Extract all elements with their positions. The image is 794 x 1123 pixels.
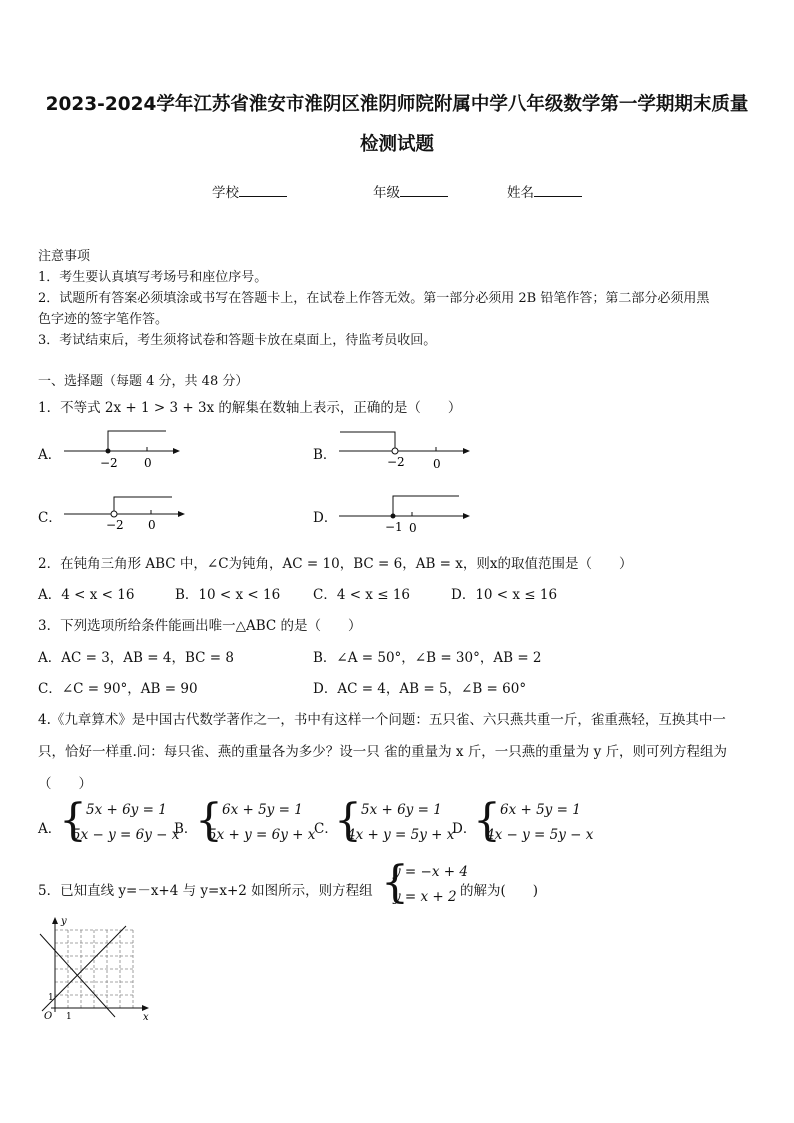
q2-option-d: D．10 < x ≤ 16 — [451, 587, 558, 603]
question-4-line-1: 4.《九章算术》是中国古代数学著作之一，书中有这样一个问题：五只雀、六只燕共重一斤，雀重燕轻，互换其中一 — [38, 712, 726, 728]
q1-option-b-number-line — [335, 425, 475, 473]
question-4-line-2: 只，恰好一样重.问：每只雀、燕的重量各为多少？设一只 雀的重量为 x 斤，一只燕的重量为 y 斤，则可列方程组为 — [38, 744, 727, 760]
q1-option-a-number-line — [60, 425, 185, 473]
q4-option-b-label: B． — [174, 821, 198, 837]
q1-option-c-label: C． — [38, 510, 62, 526]
tick-label: 0 — [409, 521, 417, 535]
tick-label: −1 — [385, 520, 403, 534]
question-1-stem: 1．不等式 2x + 1 > 3 + 3x 的解集在数轴上表示，正确的是（ ） — [38, 400, 462, 416]
q2-option-b: B．10 < x < 16 — [175, 587, 281, 603]
page-title-line-1: 2023-2024学年江苏省淮安市淮阴区淮阴师院附属中学八年级数学第一学期期末质量 — [45, 94, 749, 115]
tick-label: 0 — [144, 456, 152, 470]
brace: { — [195, 795, 223, 846]
equation: 6x + 5y = 1 — [222, 802, 303, 818]
brace: { — [59, 795, 87, 846]
tick-label: 0 — [433, 457, 441, 471]
q5-stem-text: 5．已知直线 y=－x+4 与 y=x+2 如图所示，则方程组 — [38, 883, 373, 899]
q4-option-a-label: A． — [38, 821, 62, 837]
q1-option-b-label: B． — [313, 447, 337, 463]
x-tick-label: 1 — [66, 1012, 72, 1022]
question-2-stem: 2．在钝角三角形 ABC 中，∠C为钝角，AC = 10，BC = 6，AB = x，则x的取值范围是（ ） — [38, 556, 633, 572]
equation: y = −x + 4 — [393, 864, 468, 880]
question-5-stem — [38, 879, 373, 899]
school-label: 学校 — [212, 185, 239, 201]
q5-line-graph — [30, 912, 155, 1024]
equation: 5x − y = 6y − x — [72, 827, 180, 843]
q3-option-a: A．AC = 3，AB = 4，BC = 8 — [38, 650, 234, 666]
equation: 5x + y = 6y + x — [208, 827, 316, 843]
equation: 4x − y = 5y − x — [486, 827, 594, 843]
tick-label: 0 — [148, 518, 156, 532]
tick-label: −2 — [100, 456, 118, 470]
question-3-stem: 3．下列选项所给条件能画出唯一△ABC 的是（ ） — [38, 618, 362, 634]
q3-option-c: C．∠C = 90°，AB = 90 — [38, 681, 198, 697]
equation: 5x + 6y = 1 — [361, 802, 442, 818]
equation: 4x + y = 5y + x — [347, 827, 455, 843]
q4-option-c-label: C． — [314, 821, 338, 837]
school-field[interactable] — [212, 181, 287, 201]
q1-option-c-number-line — [60, 490, 190, 538]
tick-label: −2 — [387, 455, 405, 469]
q3-option-d: D．AC = 4，AB = 5，∠B = 60° — [313, 681, 527, 697]
brace: { — [473, 795, 501, 846]
equation: 6x + 5y = 1 — [500, 802, 581, 818]
q2-option-c: C．4 < x ≤ 16 — [313, 587, 410, 603]
equation: 5x + 6y = 1 — [86, 802, 167, 818]
q2-option-a: A．4 < x < 16 — [38, 587, 135, 603]
q1-option-d-number-line — [335, 490, 475, 538]
name-label: 姓名 — [507, 185, 534, 201]
y-tick-label: 1 — [48, 993, 54, 1003]
grade-field[interactable] — [373, 181, 448, 201]
equation: y = x + 2 — [393, 889, 457, 905]
q4-option-d-label: D． — [452, 821, 477, 837]
origin-label: O — [44, 1011, 53, 1022]
notice-item: 1．考生要认真填写考场号和座位序号。 — [38, 270, 268, 285]
q3-option-b: B．∠A = 50°，∠B = 30°，AB = 2 — [313, 650, 542, 666]
section-heading: 一、选择题（每题 4 分，共 48 分） — [38, 374, 249, 389]
notice-item: 色字迹的签字笔作答。 — [38, 312, 169, 327]
q1-option-d-label: D． — [313, 510, 338, 526]
brace: { — [381, 857, 409, 908]
notice-item: 3．考试结束后，考生须将试卷和答题卡放在桌面上，待监考员收回。 — [38, 333, 437, 348]
question-4-line-3: （ ） — [38, 776, 92, 792]
name-field[interactable] — [507, 181, 582, 201]
y-axis-label: y — [61, 916, 67, 927]
q1-option-a-label: A． — [38, 447, 62, 463]
page-title-line-2: 检测试题 — [359, 134, 434, 155]
tick-label: −2 — [106, 518, 124, 532]
grid — [55, 930, 134, 1008]
x-axis-label: x — [143, 1012, 149, 1023]
notice-heading: 注意事项 — [38, 249, 91, 264]
brace: { — [334, 795, 362, 846]
grade-label: 年级 — [373, 185, 400, 201]
notice-item: 2．试题所有答案必须填涂或书写在答题卡上，在试卷上作答无效。第一部分必须用 2B 铅笔作答；第二部分必须用黑 — [38, 291, 710, 306]
q5-stem-end: 的解为( ) — [460, 883, 539, 899]
